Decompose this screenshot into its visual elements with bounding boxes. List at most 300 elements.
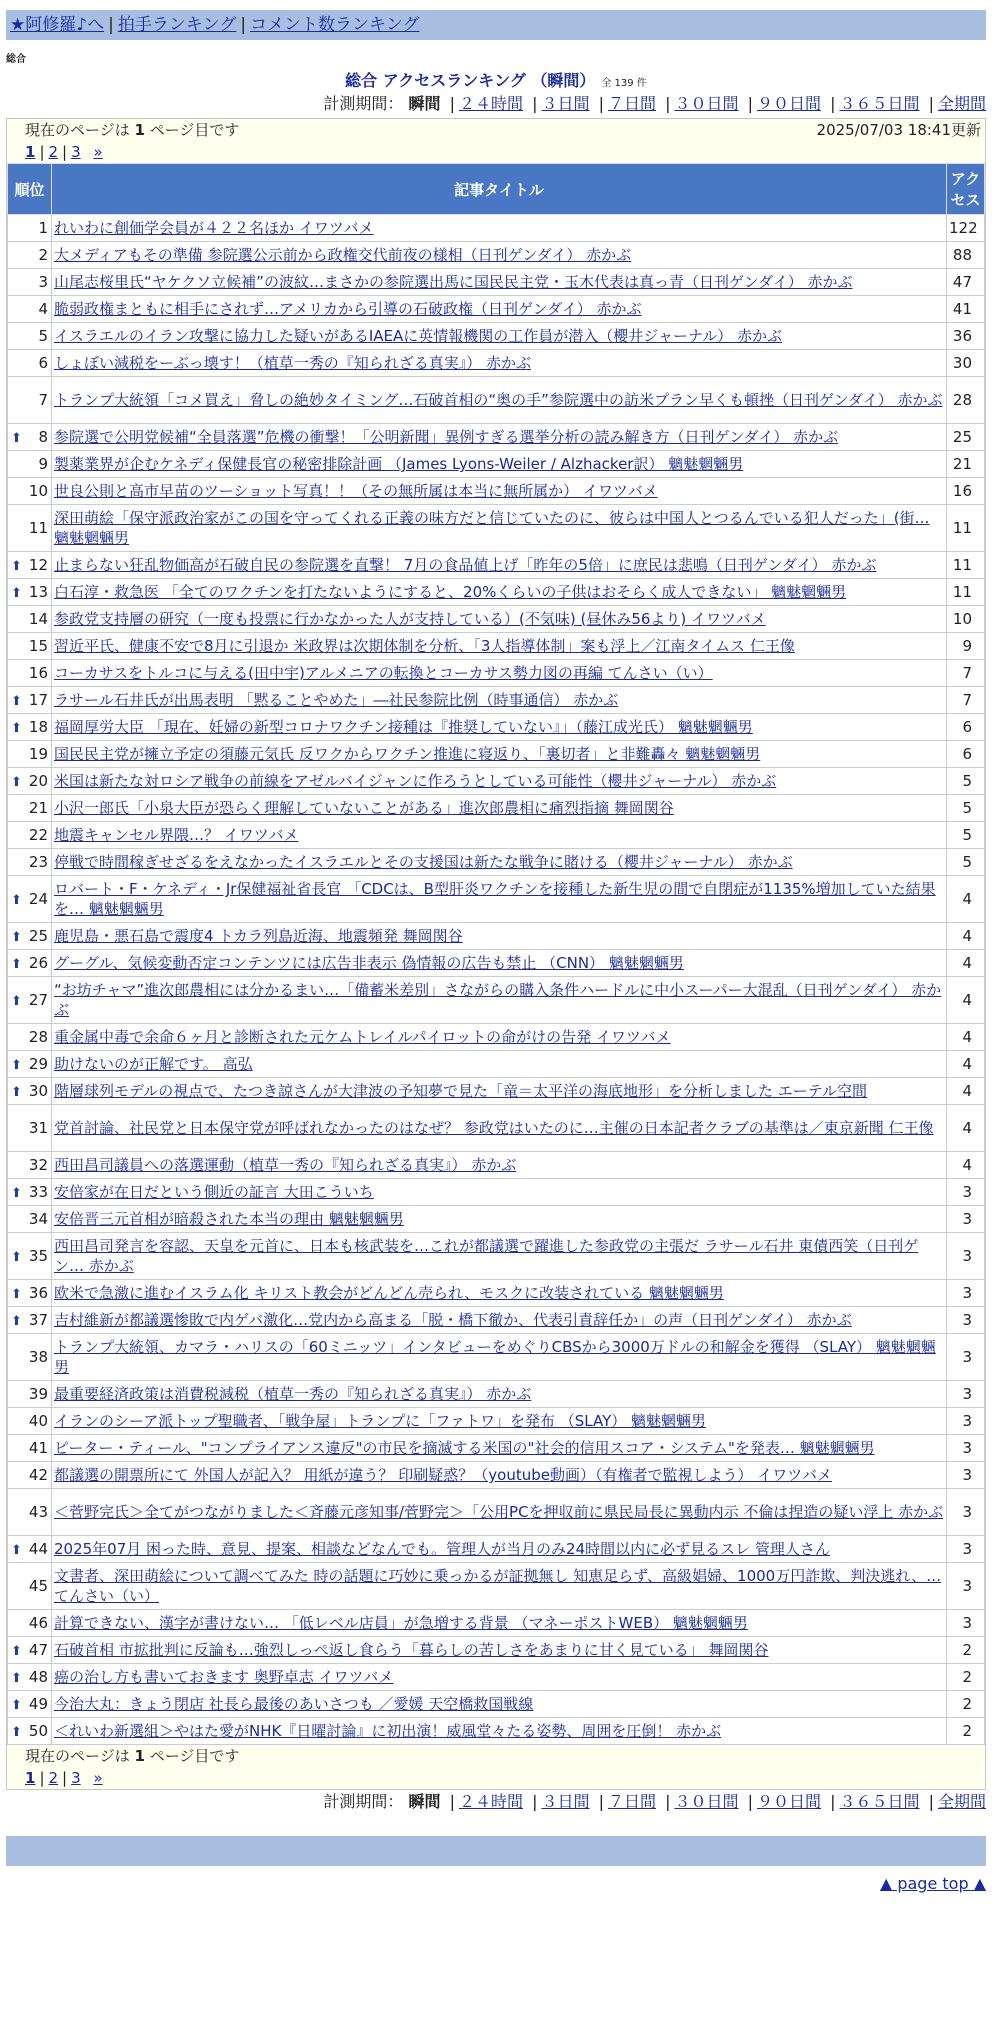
table-row (8, 923, 985, 950)
rank-cell (8, 849, 52, 876)
rank-number: 20 (28, 772, 48, 790)
article-title-link[interactable]: 参院選で公明党候補“全員落選”危機の衝撃！「公明新聞」異例すぎる選挙分析の読み解き方（日刊ゲンダイ） 赤かぶ (54, 428, 839, 446)
updated-timestamp: 2025/07/03 18:41更新 (816, 121, 981, 139)
article-title-link[interactable]: 助けないのが正解です。 高弘 (54, 1055, 253, 1073)
access-count: 30 (947, 350, 985, 377)
rank-cell (8, 822, 52, 849)
page-top-area (6, 1872, 986, 1896)
rank-cell (8, 923, 52, 950)
article-title-link[interactable]: 脆弱政権まともに相手にされず…アメリカから引導の石破政権（日刊ゲンダイ） 赤かぶ (54, 300, 642, 318)
nav-separator: | (108, 15, 114, 35)
article-title-link[interactable]: 国民民主党が擁立予定の須藤元気氏 反ワクからワクチン推進に寝返り、「裏切者」と非難轟々 魑魅魍魎男 (54, 745, 761, 763)
rank-cell (8, 478, 52, 505)
rank-up-arrow-icon: ⬆ (11, 431, 22, 446)
table-row (8, 795, 985, 822)
access-count: 10 (947, 606, 985, 633)
item-count: 全 139 件 (601, 78, 647, 89)
title-cell (52, 242, 947, 269)
article-title-link[interactable]: 福岡厚労大臣 「現在、妊婦の新型コロナワクチン接種は『推奨していない』」（藤江成光氏） 魑魅魍魎男 (54, 718, 753, 736)
article-title-link[interactable]: “お坊チャマ”進次郎農相には分かるまい…「備蓄米差別」さながらの購入条件ハードルに中小スーパー大混乱（日刊ゲンダイ） 赤かぶ (54, 981, 942, 1019)
title-cell (52, 633, 947, 660)
rank-cell (8, 1381, 52, 1408)
rank-number: 50 (28, 1722, 48, 1740)
title-cell (52, 1179, 947, 1206)
title-cell (52, 1489, 947, 1536)
article-title-link[interactable]: イランのシーア派トップ聖職者、「戦争屋」トランプに「ファトワ」を発布 （SLAY） 魑魅魍魎男 (54, 1412, 707, 1430)
table-row (8, 552, 985, 579)
rank-number: 33 (28, 1183, 48, 1201)
rank-up-arrow-icon: ⬆ (11, 1698, 22, 1713)
access-count: 36 (947, 323, 985, 350)
period-link-24h[interactable]: ２４時間 (458, 1792, 523, 1811)
title-cell (52, 795, 947, 822)
table-row (8, 1691, 985, 1718)
rank-cell (8, 1233, 52, 1280)
article-title-link[interactable]: 党首討論、社民党と日本保守党が呼ばれなかったのはなぜ？ 参政党はいたのに…主催の日本記者クラブの基準は／東京新聞 仁王像 (54, 1119, 934, 1137)
period-label: 計測期間： (323, 94, 404, 113)
article-title-link[interactable]: 参政党支持層の研究（一度も投票に行かなかった人が支持している）(不気味) (昼休み56より) イワツバメ (54, 610, 766, 628)
rank-cell (8, 1664, 52, 1691)
title-cell (52, 1307, 947, 1334)
title-cell (52, 215, 947, 242)
rank-number: 3 (38, 273, 48, 291)
article-title-link[interactable]: コーカサスをトルコに与える(田中宇)アルメニアの転換とコーカサス勢力図の再編 てんさい（い） (54, 664, 713, 682)
pager-page-1[interactable]: 1 (25, 1769, 36, 1787)
period-link-90d[interactable]: ９０日間 (756, 94, 821, 113)
rank-number: 2 (38, 246, 48, 264)
rank-up-arrow-icon: ⬆ (11, 893, 22, 908)
access-count: 3 (947, 1334, 985, 1381)
rank-up-arrow-icon: ⬆ (11, 994, 22, 1009)
pager-next[interactable]: » (93, 1769, 103, 1787)
article-title-link[interactable]: トランプ大統領「コメ買え」脅しの絶妙タイミング…石破首相の“奥の手”参院選中の訪米プラン早くも頓挫（日刊ゲンダイ） 赤かぶ (54, 391, 943, 409)
header-rank: 順位 (8, 164, 52, 215)
rank-up-arrow-icon: ⬆ (11, 1314, 22, 1329)
rank-number: 43 (28, 1503, 48, 1521)
rank-up-arrow-icon: ⬆ (11, 694, 22, 709)
rank-number: 7 (38, 391, 48, 409)
article-title-link[interactable]: 停戦で時間稼ぎせざるをえなかったイスラエルとその支援国は新たな戦争に賭ける（櫻井ジャーナル） 赤かぶ (54, 853, 793, 871)
access-count: 3 (947, 1179, 985, 1206)
rank-cell (8, 323, 52, 350)
table-row (8, 1718, 985, 1745)
title-cell (52, 451, 947, 478)
period-selector-top: 計測期間： 瞬間 | ２４時間 | ３日間 | ７日間 | ３０日間 | ９０日間 | ３６５日間 | 全期間 (323, 94, 986, 113)
period-link-all[interactable]: 全期間 (937, 94, 986, 113)
period-link-30d[interactable]: ３０日間 (674, 94, 739, 113)
rank-number: 30 (28, 1082, 48, 1100)
rank-cell (8, 633, 52, 660)
rank-cell (8, 350, 52, 377)
rank-number: 32 (28, 1156, 48, 1174)
rank-number: 40 (28, 1412, 48, 1430)
rank-number: 45 (28, 1577, 48, 1595)
period-link-365d[interactable]: ３６５日間 (839, 94, 920, 113)
header-title: 記事タイトル (52, 164, 947, 215)
rank-up-arrow-icon: ⬆ (11, 930, 22, 945)
access-count: 4 (947, 923, 985, 950)
rank-up-arrow-icon: ⬆ (11, 1671, 22, 1686)
article-title-link[interactable]: ラサール石井氏が出馬表明 「黙ることやめた」―社民参院比例（時事通信） 赤かぶ (54, 691, 619, 709)
article-title-link[interactable]: 世良公則と高市早苗のツーショット写真！！（その無所属は本当に無所属か） イワツバメ (54, 482, 658, 500)
rank-cell (8, 687, 52, 714)
title-cell (52, 350, 947, 377)
table-row (8, 1078, 985, 1105)
rank-cell (8, 505, 52, 552)
rank-cell (8, 1280, 52, 1307)
article-title-link[interactable]: しょぼい減税をーぶっ壊す！（植草一秀の『知られざる真実』） 赤かぶ (54, 354, 531, 372)
table-row (8, 660, 985, 687)
rank-up-arrow-icon: ⬆ (11, 1186, 22, 1201)
table-row (8, 1051, 985, 1078)
rank-number: 4 (38, 300, 48, 318)
table-row (8, 424, 985, 451)
title-cell (52, 741, 947, 768)
table-row (8, 269, 985, 296)
article-title-link[interactable]: 石破首相 市拡批判に反論も…強烈しっぺ返し食らう「暮らしの苦しさをあまりに甘く見ている」 舞岡関谷 (54, 1641, 769, 1659)
access-count: 4 (947, 1152, 985, 1179)
rank-up-arrow-icon: ⬆ (11, 721, 22, 736)
title-cell (52, 849, 947, 876)
bottom-bar (6, 1836, 986, 1866)
article-title-link[interactable]: 癌の治し方も書いておきます 奥野卓志 イワツバメ (54, 1668, 394, 1686)
page-info-bottom: 現在のページは 1 ページ目です (25, 1747, 240, 1765)
title-cell (52, 606, 947, 633)
article-title-link[interactable]: 深田萌絵「保守派政治家がこの国を守ってくれる正義の味方だと信じていたのに、彼らは中国人とつるんでいる犯人だった」(街… 魑魅魍魎男 (54, 509, 930, 547)
article-title-link[interactable]: 小沢一郎氏「小泉大臣が恐らく理解していないことがある」進次郎農相に痛烈指摘 舞岡関谷 (54, 799, 674, 817)
table-row (8, 1462, 985, 1489)
rank-cell (8, 1024, 52, 1051)
access-count: 3 (947, 1489, 985, 1536)
rank-up-arrow-icon: ⬆ (11, 1287, 22, 1302)
rank-number: 34 (28, 1210, 48, 1228)
title-cell (52, 768, 947, 795)
rank-number: 35 (28, 1247, 48, 1265)
title-cell (52, 687, 947, 714)
access-count: 3 (947, 1206, 985, 1233)
article-title-link[interactable]: 重金属中毒で余命６ヶ月と診断された元ケムトレイルパイロットの命がけの告発 イワツバメ (54, 1028, 671, 1046)
page-top-link[interactable]: ▲ page top ▲ (879, 1874, 986, 1893)
access-count: 5 (947, 795, 985, 822)
rank-number: 39 (28, 1385, 48, 1403)
article-title-link[interactable]: 文書者、深田萌絵について調べてみた 時の話題に巧妙に乗っかるが証拠無し 知恵足らず、高級娼婦、1000万円詐欺、判決逃れ、… てんさい（い） (54, 1567, 942, 1605)
article-title-link[interactable]: 西田昌司発言を容認、天皇を元首に、日本も核武装を…これが都議選で躍進した参政党の主張だ ラサール石井 東債西笑（日刊ゲン… 赤かぶ (54, 1237, 919, 1275)
article-title-link[interactable]: 安倍晋三元首相が暗殺された本当の理由 魑魅魍魎男 (54, 1210, 404, 1228)
rank-cell (8, 579, 52, 606)
period-link-90d[interactable]: ９０日間 (756, 1792, 821, 1811)
table-row (8, 1637, 985, 1664)
period-link-7d[interactable]: ７日間 (607, 94, 656, 113)
title-cell (52, 1233, 947, 1280)
article-title-link[interactable]: 製薬業界が企むケネディ保健長官の秘密排除計画 （James Lyons-Weiler / Alzhacker訳） 魑魅魍魎男 (54, 455, 744, 473)
rank-number: 9 (38, 455, 48, 473)
access-count: 4 (947, 1105, 985, 1152)
access-count: 7 (947, 687, 985, 714)
rank-number: 15 (28, 637, 48, 655)
pager-page-3[interactable]: 3 (71, 143, 81, 161)
rank-number: 31 (28, 1119, 48, 1137)
rank-number: 49 (28, 1695, 48, 1713)
page-title-text: 総合 アクセスランキング （瞬間） (345, 71, 596, 90)
access-count: 2 (947, 1664, 985, 1691)
category-label: 総合 (6, 54, 26, 65)
table-row (8, 242, 985, 269)
access-count: 4 (947, 1078, 985, 1105)
rank-number: 26 (28, 954, 48, 972)
article-title-link[interactable]: ピーター・ティール、"コンプライアンス違反"の市民を摘滅する米国の"社会的信用スコア・システム"を発表… 魑魅魍魎男 (54, 1439, 875, 1457)
access-count: 28 (947, 377, 985, 424)
access-count: 4 (947, 876, 985, 923)
title-cell (52, 296, 947, 323)
article-title-link[interactable]: 白石淳・救急医 「全てのワクチンを打たないようにすると、20%くらいの子供はおそらく成人できない」 魑魅魍魎男 (54, 583, 847, 601)
article-title-link[interactable]: 欧米で急激に進むイスラム化 キリスト教会がどんどん売られ、モスクに改装されている 魑魅魍魎男 (54, 1284, 724, 1302)
table-row (8, 505, 985, 552)
title-cell (52, 950, 947, 977)
pager-top: 1 | 2 | 3 » (25, 143, 103, 161)
title-cell (52, 424, 947, 451)
table-row (8, 606, 985, 633)
table-row (8, 768, 985, 795)
rank-cell (8, 451, 52, 478)
period-link-365d[interactable]: ３６５日間 (839, 1792, 920, 1811)
rank-number: 19 (28, 745, 48, 763)
header-access: アクセス (947, 164, 985, 215)
article-title-link[interactable]: 西田昌司議員への落選運動（植草一秀の『知られざる真実』） 赤かぶ (54, 1156, 517, 1174)
access-count: 4 (947, 977, 985, 1024)
nav-link-applause-ranking[interactable]: 拍手ランキング (117, 15, 237, 35)
access-count: 2 (947, 1691, 985, 1718)
article-title-link[interactable]: 山尾志桜里氏“ヤケクソ立候補”の波紋…まさかの参院選出馬に国民民主党・玉木代表は真っ青（日刊ゲンダイ） 赤かぶ (54, 273, 853, 291)
title-cell (52, 552, 947, 579)
rank-cell (8, 1691, 52, 1718)
rank-cell (8, 269, 52, 296)
article-title-link[interactable]: 今治大丸：きょう閉店 社長ら最後のあいさつも ／愛媛 天空橋救国戦線 (54, 1695, 534, 1713)
pager-page-2[interactable]: 2 (48, 1769, 59, 1787)
rank-cell (8, 1206, 52, 1233)
title-cell (52, 269, 947, 296)
rank-up-arrow-icon: ⬆ (11, 559, 22, 574)
rank-cell (8, 1536, 52, 1563)
pager-next[interactable]: » (93, 143, 103, 161)
article-title-link[interactable]: 2025年07月 困った時、意見、提案、相談などなんでも。管理人が当月のみ24時間以内に必ず見るスレ 管理人さん (54, 1540, 830, 1558)
rank-number: 36 (28, 1284, 48, 1302)
pager-page-2[interactable]: 2 (48, 143, 59, 161)
rank-cell (8, 1078, 52, 1105)
rank-up-arrow-icon: ⬆ (11, 1543, 22, 1558)
access-count: 88 (947, 242, 985, 269)
title-cell (52, 1435, 947, 1462)
access-count: 6 (947, 714, 985, 741)
period-link-3d[interactable]: ３日間 (541, 1792, 590, 1811)
access-count: 5 (947, 768, 985, 795)
rank-up-arrow-icon: ⬆ (11, 1085, 22, 1100)
rank-up-arrow-icon: ⬆ (11, 1058, 22, 1073)
top-nav-bar (6, 10, 986, 40)
table-row (8, 849, 985, 876)
access-count: 21 (947, 451, 985, 478)
article-title-link[interactable]: ＜菅野完氏＞全てがつながりました＜斉藤元彦知事/菅野完＞「公用PCを押収前に県民局長に異動内示 不倫は捏造の疑い浮上 赤かぶ (54, 1503, 944, 1521)
access-count: 3 (947, 1280, 985, 1307)
title-cell (52, 1206, 947, 1233)
article-title-link[interactable]: イスラエルのイラン攻撃に協力した疑いがあるIAEAに英情報機関の工作員が潜入（櫻井ジャーナル） 赤かぶ (54, 327, 782, 345)
table-row (8, 741, 985, 768)
page (6, 10, 986, 1896)
article-title-link[interactable]: 階層球列モデルの視点で、たつき諒さんが大津波の予知夢で見た「竜＝太平洋の海底地形」を分析しました エーテル空間 (54, 1082, 867, 1100)
rank-number: 27 (28, 991, 48, 1009)
access-count: 4 (947, 1024, 985, 1051)
nav-link-asyura[interactable]: ★阿修羅♪へ (10, 15, 105, 35)
table-row (8, 1152, 985, 1179)
period-selector-bottom: 計測期間： 瞬間 | ２４時間 | ３日間 | ７日間 | ３０日間 | ９０日間 | ３６５日間 | 全期間 (323, 1792, 986, 1811)
nav-link-comment-ranking[interactable]: コメント数ランキング (250, 15, 420, 35)
rank-cell (8, 1462, 52, 1489)
table-row (8, 950, 985, 977)
period-link-30d[interactable]: ３０日間 (674, 1792, 739, 1811)
table-row (8, 1334, 985, 1381)
access-count: 2 (947, 1637, 985, 1664)
access-count: 9 (947, 633, 985, 660)
title-cell (52, 1462, 947, 1489)
article-title-link[interactable]: れいわに創価学会員が４２２名ほか イワツバメ (54, 219, 374, 237)
article-title-link[interactable]: ＜れいわ新選組＞やはた愛がNHK『日曜討論』に初出演！威風堂々たる姿勢、周囲を圧倒！ 赤かぶ (54, 1722, 722, 1740)
table-row (8, 350, 985, 377)
rank-cell (8, 1408, 52, 1435)
access-count: 3 (947, 1307, 985, 1334)
rank-cell (8, 1718, 52, 1745)
rank-cell (8, 1334, 52, 1381)
title-cell (52, 1334, 947, 1381)
table-row (8, 323, 985, 350)
access-count: 3 (947, 1462, 985, 1489)
rank-cell (8, 1637, 52, 1664)
table-row (8, 1206, 985, 1233)
rank-cell (8, 552, 52, 579)
period-link-all[interactable]: 全期間 (937, 1792, 986, 1811)
rank-cell (8, 768, 52, 795)
access-count: 7 (947, 660, 985, 687)
rank-number: 38 (28, 1348, 48, 1366)
title-cell (52, 1152, 947, 1179)
rank-number: 24 (28, 890, 48, 908)
table-row (8, 478, 985, 505)
table-row (8, 296, 985, 323)
article-title-link[interactable]: 都議選の開票所にて 外国人が記入？ 用紙が違う？ 印刷疑惑？（youtube動画）（有権者で監視しよう） イワツバメ (54, 1466, 832, 1484)
table-row (8, 1105, 985, 1152)
rank-cell (8, 714, 52, 741)
table-row (8, 1307, 985, 1334)
article-title-link[interactable]: 安倍家が在日だという側近の証言 大田こういち (54, 1183, 374, 1201)
article-title-link[interactable]: 止まらない狂乱物価高が石破自民の参院選を直撃！ 7月の食品値上げ「昨年の5倍」に庶民は悲鳴（日刊ゲンダイ） 赤かぶ (54, 556, 877, 574)
table-row (8, 1610, 985, 1637)
pager-page-3[interactable]: 3 (71, 1769, 81, 1787)
article-title-link[interactable]: 大メディアもその準備 参院選公示前から政権交代前夜の様相（日刊ゲンダイ） 赤かぶ (54, 246, 632, 264)
title-cell (52, 1078, 947, 1105)
period-current: 瞬間 (408, 94, 441, 113)
article-title-link[interactable]: 吉村維新が都議選惨敗で内ゲバ激化…党内から高まる「脱・橋下徹か、代表引責辞任か」の声（日刊ゲンダイ） 赤かぶ (54, 1311, 852, 1329)
rank-cell (8, 1179, 52, 1206)
article-title-link[interactable]: 鹿児島・悪石島で震度4 トカラ列島近海、地震頻発 舞岡関谷 (54, 927, 463, 945)
access-count: 11 (947, 579, 985, 606)
access-count: 41 (947, 296, 985, 323)
page-title (6, 70, 986, 92)
table-row (8, 1563, 985, 1610)
rank-number: 11 (28, 519, 48, 537)
article-title-link[interactable]: 最重要経済政策は消費税減税（植草一秀の『知られざる真実』） 赤かぶ (54, 1385, 532, 1403)
rank-cell (8, 606, 52, 633)
access-count: 5 (947, 849, 985, 876)
title-cell (52, 660, 947, 687)
rank-number: 46 (28, 1614, 48, 1632)
rank-cell (8, 215, 52, 242)
rank-cell (8, 377, 52, 424)
title-cell (52, 377, 947, 424)
table-row (8, 977, 985, 1024)
article-title-link[interactable]: トランプ大統領、カマラ・ハリスの「60ミニッツ」インタビューをめぐりCBSから3000万ドルの和解金を獲得 （SLAY） 魑魅魍魎男 (54, 1338, 936, 1376)
period-link-3d[interactable]: ３日間 (541, 94, 590, 113)
rank-number: 21 (28, 799, 48, 817)
pager-page-1[interactable]: 1 (25, 143, 36, 161)
table-row (8, 1536, 985, 1563)
access-count: 11 (947, 552, 985, 579)
article-title-link[interactable]: 地震キャンセル界隈…？ イワツバメ (54, 826, 299, 844)
ranking-table-body (8, 215, 985, 1745)
access-count: 16 (947, 478, 985, 505)
table-row (8, 215, 985, 242)
article-title-link[interactable]: ロバート・F・ケネディ・Jr保健福祉省長官 「CDCは、B型肝炎ワクチンを接種した新生児の間で自閉症が1135%増加していた結果を… 魑魅魍魎男 (54, 880, 936, 918)
title-cell (52, 923, 947, 950)
ranking-table (7, 163, 985, 1745)
article-title-link[interactable]: 習近平氏、健康不安で8月に引退か 米政界は次期体制を分析、「3人指導体制」案も浮上／江南タイムス 仁王像 (54, 637, 795, 655)
access-count: 2 (947, 1718, 985, 1745)
title-cell (52, 1381, 947, 1408)
current-page-number: 1 (134, 121, 145, 139)
title-cell (52, 876, 947, 923)
rank-cell (8, 741, 52, 768)
access-count: 3 (947, 1408, 985, 1435)
access-count: 3 (947, 1435, 985, 1462)
rank-number: 22 (28, 826, 48, 844)
title-cell (52, 1280, 947, 1307)
rank-cell (8, 1610, 52, 1637)
rank-number: 37 (28, 1311, 48, 1329)
rank-up-arrow-icon: ⬆ (11, 775, 22, 790)
article-title-link[interactable]: グーグル、気候変動否定コンテンツには広告非表示 偽情報の広告も禁止 （CNN） 魑魅魍魎男 (54, 954, 684, 972)
access-count: 4 (947, 950, 985, 977)
period-link-24h[interactable]: ２４時間 (458, 94, 523, 113)
rank-number: 47 (28, 1641, 48, 1659)
page-info: 現在のページは 1 ページ目です 2025/07/03 18:41更新 (25, 121, 981, 139)
article-title-link[interactable]: 計算できない、漢字が書けない… 「低レベル店員」が急増する背景 （マネーポストWEB） 魑魅魍魎男 (54, 1614, 748, 1632)
rank-number: 17 (28, 691, 48, 709)
rank-cell (8, 1489, 52, 1536)
period-link-7d[interactable]: ７日間 (607, 1792, 656, 1811)
rank-number: 25 (28, 927, 48, 945)
rank-cell (8, 1051, 52, 1078)
title-cell (52, 714, 947, 741)
rank-cell (8, 1105, 52, 1152)
article-title-link[interactable]: 米国は新たな対ロシア戦争の前線をアゼルバイジャンに作ろうとしている可能性（櫻井ジャーナル） 赤かぶ (54, 772, 777, 790)
rank-number: 28 (28, 1028, 48, 1046)
nav-separator: | (240, 15, 247, 35)
table-row (8, 1179, 985, 1206)
table-row (8, 687, 985, 714)
table-row (8, 714, 985, 741)
rank-cell (8, 977, 52, 1024)
rank-cell (8, 1435, 52, 1462)
access-count: 3 (947, 1610, 985, 1637)
rank-number: 41 (28, 1439, 48, 1457)
title-cell (52, 822, 947, 849)
